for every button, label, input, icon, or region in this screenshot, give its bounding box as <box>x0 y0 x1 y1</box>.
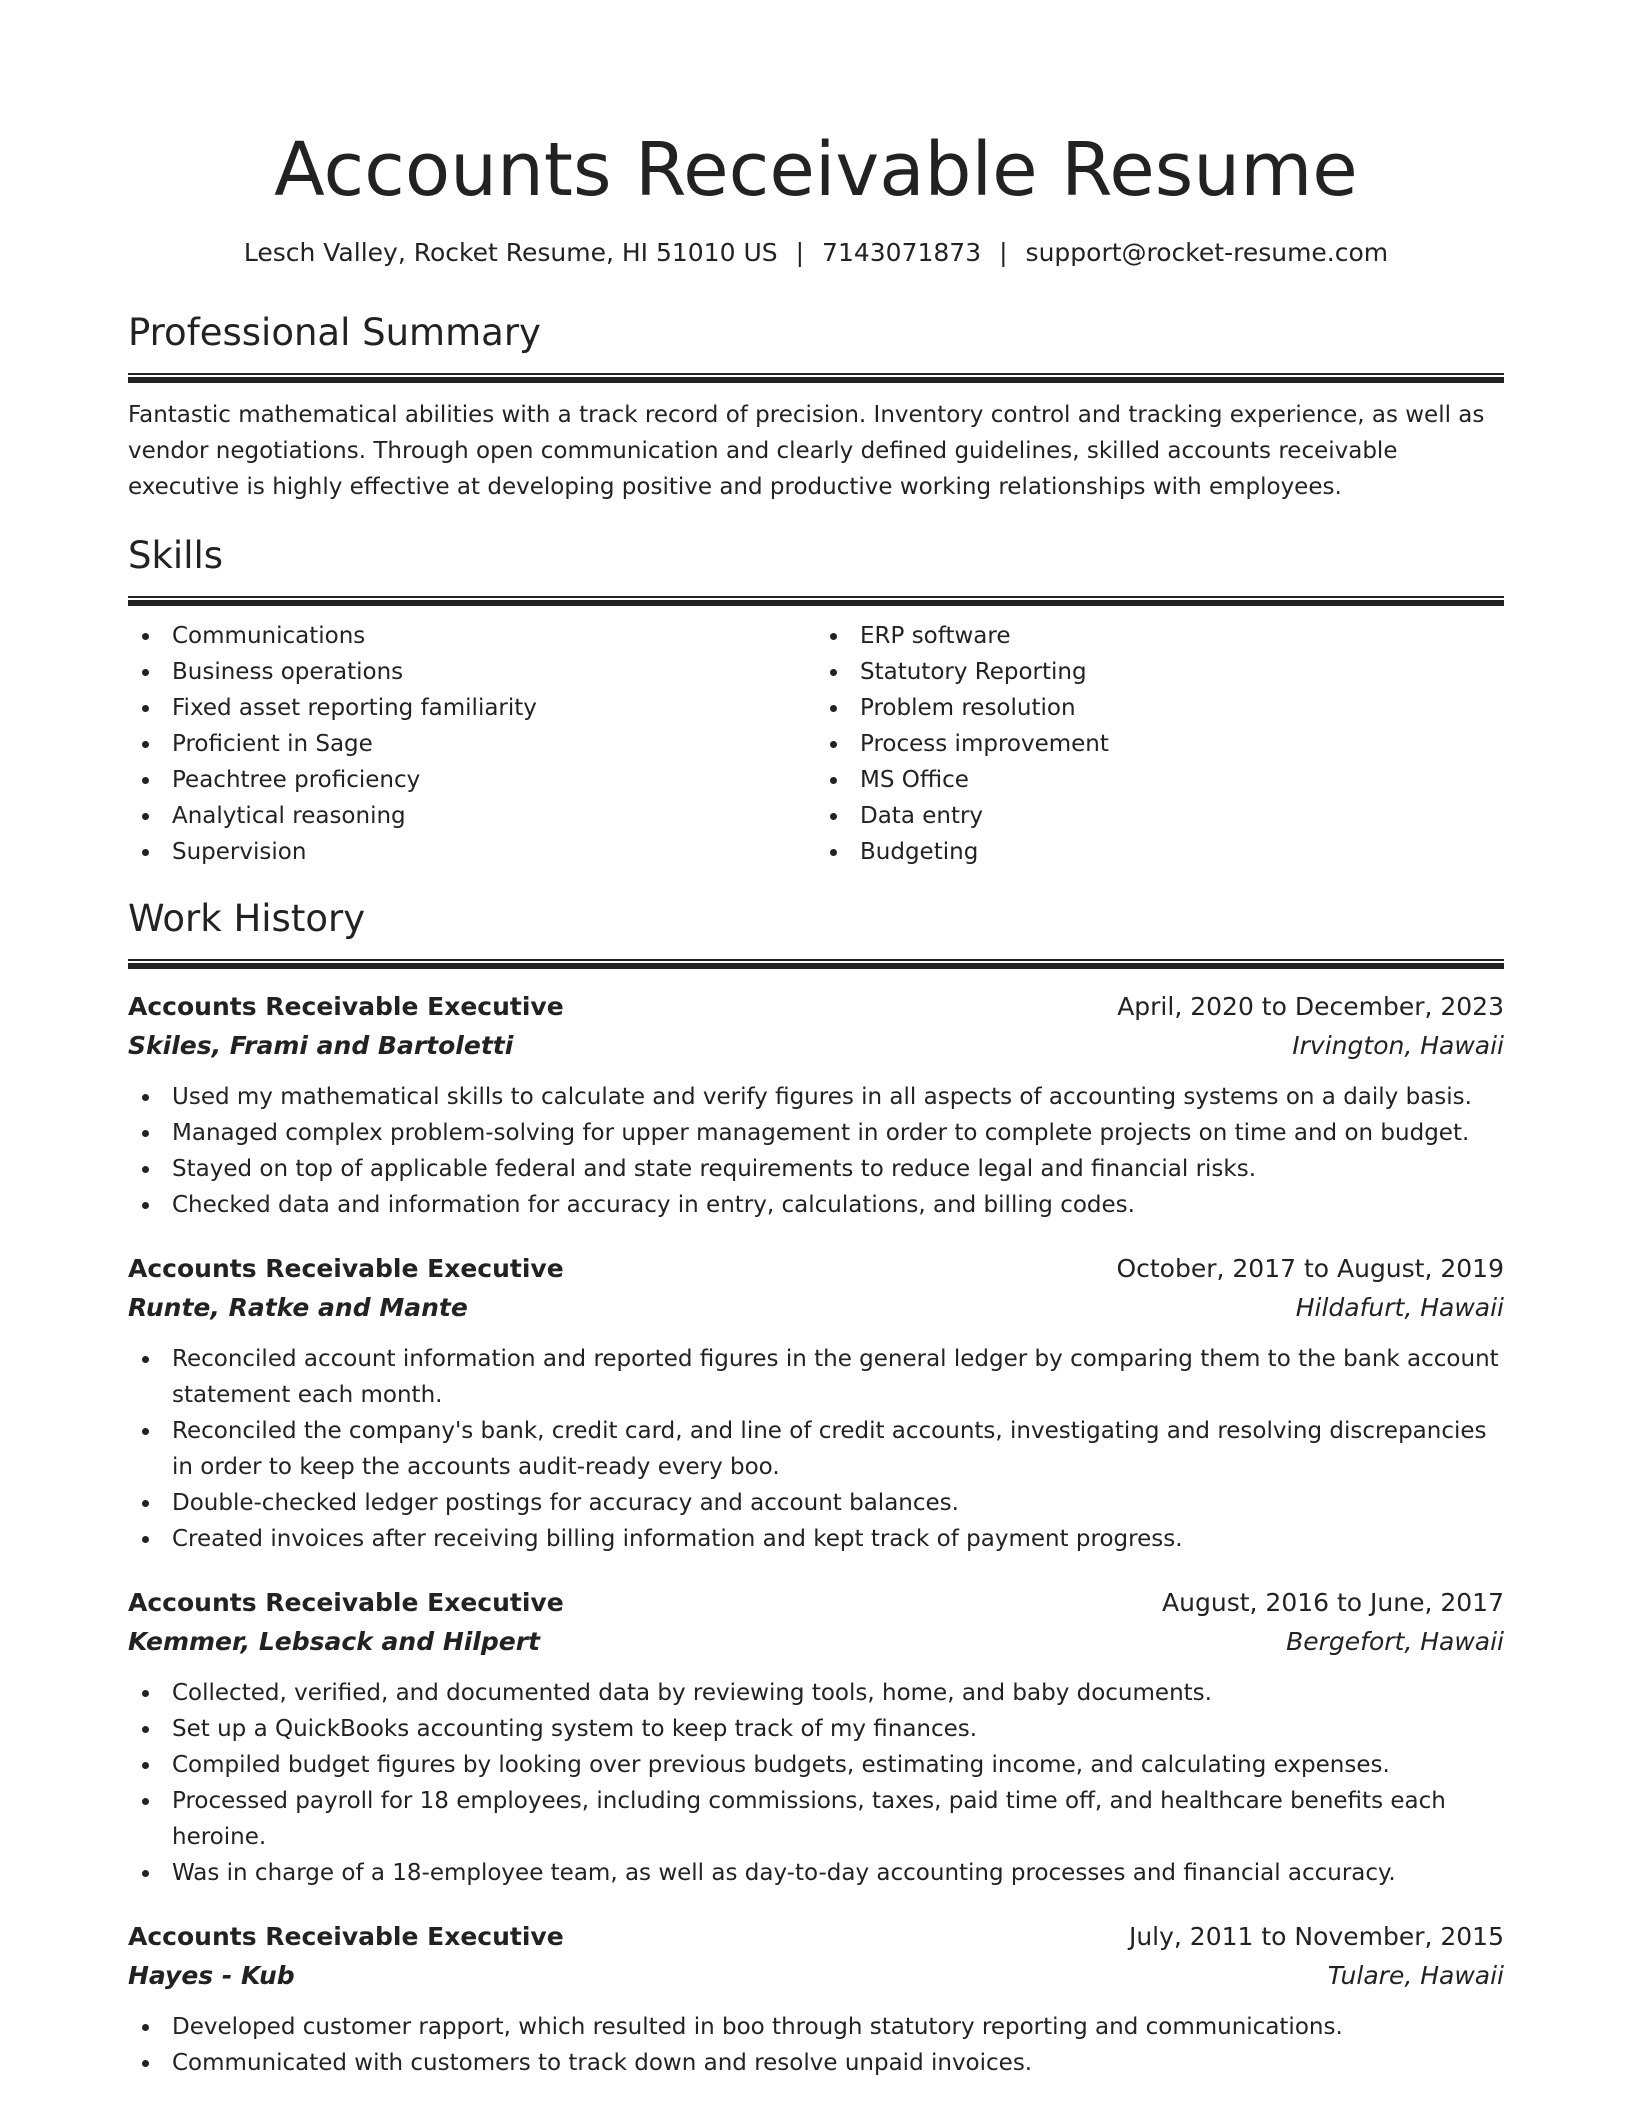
job-header-row <box>128 1249 1504 1289</box>
job-bullets <box>128 2009 1504 2081</box>
job-bullet: Checked data and information for accuracy in entry, calculations, and billing codes. <box>128 1187 1504 1223</box>
job-entry <box>128 1583 1504 1891</box>
job-bullet: Managed complex problem-solving for upper management in order to complete projects on time and on budget. <box>128 1115 1504 1151</box>
contact-phone: 7143071873 <box>822 238 982 267</box>
skill-item: Process improvement <box>816 726 1504 762</box>
job-bullets <box>128 1341 1504 1557</box>
contact-separator: | <box>795 238 805 267</box>
job-entry <box>128 1249 1504 1557</box>
job-location: Tulare, Hawaii <box>1327 1961 1504 1990</box>
skill-item: ERP software <box>816 618 1504 654</box>
skill-item: Communications <box>128 618 816 654</box>
job-dates: July, 2011 to November, 2015 <box>1128 1922 1504 1951</box>
job-bullet: Stayed on top of applicable federal and state requirements to reduce legal and financial risks. <box>128 1151 1504 1187</box>
section-divider <box>128 373 1504 383</box>
job-title: Accounts Receivable Executive <box>128 992 564 1021</box>
job-company: Skiles, Frami and Bartoletti <box>128 1031 514 1060</box>
job-dates: August, 2016 to June, 2017 <box>1162 1588 1504 1617</box>
job-company: Runte, Ratke and Mante <box>128 1293 468 1322</box>
skill-item: Fixed asset reporting familiarity <box>128 690 816 726</box>
section-heading: Work History <box>128 897 366 940</box>
job-title: Accounts Receivable Executive <box>128 1922 564 1951</box>
skill-item: Budgeting <box>816 834 1504 870</box>
skill-item: Data entry <box>816 798 1504 834</box>
job-subheader-row <box>128 1289 1504 1327</box>
job-location: Irvington, Hawaii <box>1292 1031 1504 1060</box>
job-bullet: Reconciled the company's bank, credit card, and line of credit accounts, investigating and resolving discrepancies in order to keep the accounts audit-ready every boo. <box>128 1413 1504 1485</box>
job-bullet: Created invoices after receiving billing information and kept track of payment progress. <box>128 1521 1504 1557</box>
job-location: Bergefort, Hawaii <box>1286 1627 1504 1656</box>
job-bullet: Set up a QuickBooks accounting system to keep track of my finances. <box>128 1711 1504 1747</box>
job-bullet: Compiled budget figures by looking over previous budgets, estimating income, and calculating expenses. <box>128 1747 1504 1783</box>
job-bullet: Was in charge of a 18-employee team, as well as day-to-day accounting processes and financial accuracy. <box>128 1855 1504 1891</box>
skills-section <box>128 531 1504 870</box>
job-entry <box>128 1917 1504 2081</box>
job-bullet: Processed payroll for 18 employees, including commissions, taxes, paid time off, and healthcare benefits each heroine. <box>128 1783 1504 1855</box>
job-entry <box>128 987 1504 1223</box>
job-title: Accounts Receivable Executive <box>128 1254 564 1283</box>
skills-grid <box>128 618 1504 870</box>
job-subheader-row <box>128 1027 1504 1065</box>
resume-title: Accounts Receivable Resume <box>274 127 1358 213</box>
job-subheader-row <box>128 1623 1504 1661</box>
job-subheader-row <box>128 1957 1504 1995</box>
job-dates: October, 2017 to August, 2019 <box>1116 1254 1504 1283</box>
job-header-row <box>128 1583 1504 1623</box>
job-title: Accounts Receivable Executive <box>128 1588 564 1617</box>
section-divider <box>128 959 1504 969</box>
skill-item: Proficient in Sage <box>128 726 816 762</box>
contact-separator: | <box>999 238 1008 267</box>
job-company: Hayes - Kub <box>128 1961 295 1990</box>
job-bullet: Double-checked ledger postings for accuracy and account balances. <box>128 1485 1504 1521</box>
skill-item: Problem resolution <box>816 690 1504 726</box>
section-heading: Professional Summary <box>128 311 541 354</box>
job-dates: April, 2020 to December, 2023 <box>1117 992 1504 1021</box>
job-header-row <box>128 1917 1504 1957</box>
contact-address: Lesch Valley, Rocket Resume, HI 51010 US <box>243 238 778 267</box>
contact-line <box>128 236 1504 270</box>
section-heading: Skills <box>128 534 224 577</box>
skill-item: Statutory Reporting <box>816 654 1504 690</box>
job-bullet: Communicated with customers to track down and resolve unpaid invoices. <box>128 2045 1504 2081</box>
job-bullets <box>128 1675 1504 1891</box>
job-bullet: Used my mathematical skills to calculate and verify figures in all aspects of accounting systems on a daily basis. <box>128 1079 1504 1115</box>
skill-item: Analytical reasoning <box>128 798 816 834</box>
skill-item: Supervision <box>128 834 816 870</box>
summary-text: Fantastic mathematical abilities with a track record of precision. Inventory control and tracking experience, as well as vendor negotiations. Through open communication and clearly defined guidelines, skilled accounts receivable executive is highly effective at developing positive and productive working relationships with employees. <box>128 402 1485 500</box>
professional-summary-section <box>128 308 1504 505</box>
job-company: Kemmer, Lebsack and Hilpert <box>128 1627 541 1656</box>
job-location: Hildafurt, Hawaii <box>1295 1293 1504 1322</box>
skill-item: Business operations <box>128 654 816 690</box>
skills-column-left <box>128 618 816 870</box>
job-bullets <box>128 1079 1504 1223</box>
skill-item: MS Office <box>816 762 1504 798</box>
skill-item: Peachtree proficiency <box>128 762 816 798</box>
job-bullet: Developed customer rapport, which resulted in boo through statutory reporting and communications. <box>128 2009 1504 2045</box>
job-bullet: Collected, verified, and documented data by reviewing tools, home, and baby documents. <box>128 1675 1504 1711</box>
skills-column-right <box>816 618 1504 870</box>
work-history-section <box>128 894 1504 2081</box>
section-divider <box>128 596 1504 606</box>
contact-email: support@rocket-resume.com <box>1025 238 1389 267</box>
job-bullet: Reconciled account information and reported figures in the general ledger by comparing them to the bank account statement each month. <box>128 1341 1504 1413</box>
job-header-row <box>128 987 1504 1027</box>
